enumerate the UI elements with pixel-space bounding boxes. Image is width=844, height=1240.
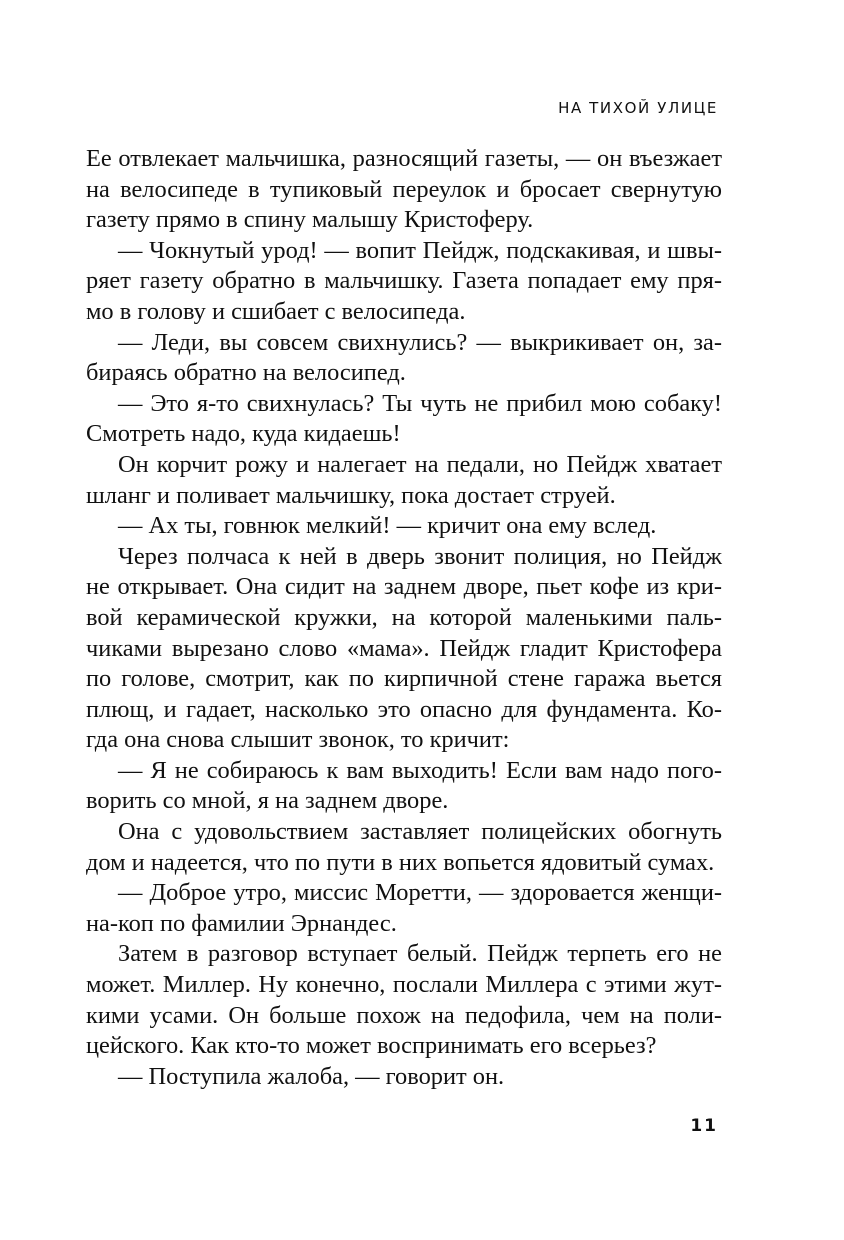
text-line: ворить со мной, я на заднем дворе. [86, 787, 449, 815]
text-line: по голове, смотрит, как по кирпичной стене гаража вьется [86, 665, 722, 693]
text-line: мо в голову и сшибает с велосипеда. [86, 297, 466, 325]
text-line: Ее отвлекает мальчишка, разносящий газеты, — он въезжает [86, 145, 722, 172]
text-line: — Чокнутый урод! — вопит Пейдж, подскакивая, и швы- [118, 236, 722, 264]
text-line: Через полчаса к ней в дверь звонит полиция, но Пейдж [118, 542, 722, 570]
text-line: может. Миллер. Ну конечно, послали Миллера с этими жут- [86, 971, 722, 999]
text-line: цейского. Как кто-то может воспринимать его всерьез? [86, 1032, 657, 1060]
text-line: гда она снова слышит звонок, то кричит: [86, 726, 510, 754]
running-title: НА ТИХОЙ УЛИЦЕ [558, 99, 718, 117]
text-line: Затем в разговор вступает белый. Пейдж терпеть его не [118, 940, 722, 968]
text-line: не открывает. Она сидит на заднем дворе, пьет кофе из кри- [86, 573, 722, 601]
body-text [86, 144, 722, 1092]
text-line: — Ах ты, говнюк мелкий! — кричит она ему вслед. [118, 512, 657, 540]
text-line: бираясь обратно на велосипед. [86, 359, 406, 387]
text-line: Смотреть надо, куда кидаешь! [86, 420, 401, 448]
text-line: газету прямо в спину малышу Кристоферу. [86, 206, 534, 234]
text-line: шланг и поливает мальчишку, пока достает струей. [86, 481, 616, 509]
text-line: дом и надеется, что по пути в них вопьется ядовитый сумах. [86, 848, 715, 876]
text-line: на велосипеде в тупиковый переулок и бросает свернутую [86, 175, 722, 203]
text-line: — Это я-то свихнулась? Ты чуть не прибил мою собаку! [118, 389, 722, 417]
text-line: — Доброе утро, миссис Моретти, — здоровается женщи- [118, 879, 722, 907]
text-line: вой керамической кружки, на которой маленькими паль- [86, 603, 722, 631]
text-line: ряет газету обратно в мальчишку. Газета попадает ему пря- [86, 267, 722, 295]
text-line: на-коп по фамилии Эрнандес. [86, 909, 397, 937]
text-line: — Я не собираюсь к вам выходить! Если вам надо пого- [118, 756, 722, 784]
text-line: плющ, и гадает, насколько это опасно для фундамента. Ко- [86, 695, 722, 723]
text-line: Она с удовольствием заставляет полицейских обогнуть [118, 818, 722, 846]
text-line: — Поступила жалоба, — говорит он. [118, 1062, 505, 1090]
page-number: 11 [690, 1116, 718, 1136]
text-line: чиками вырезано слово «мама». Пейдж гладит Кристофера [86, 634, 722, 662]
text-line: Он корчит рожу и налегает на педали, но Пейдж хватает [118, 450, 722, 478]
text-line: кими усами. Он больше похож на педофила, чем на поли- [86, 1001, 722, 1029]
text-line: — Леди, вы совсем свихнулись? — выкрикивает он, за- [118, 328, 722, 356]
